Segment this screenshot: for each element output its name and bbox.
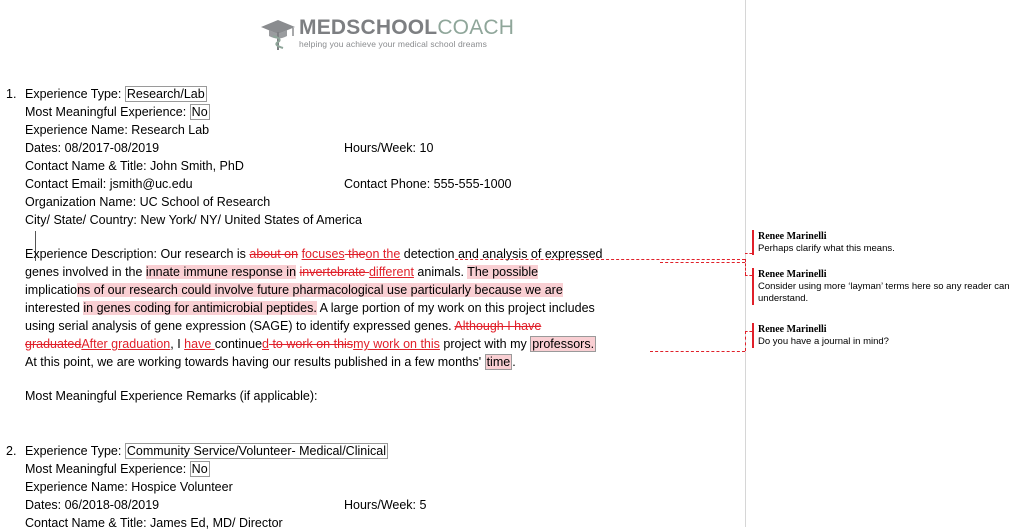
experience-type[interactable]: Experience Type: Research/Lab — [25, 87, 205, 101]
commented-text[interactable]: in genes coding for antimicrobial peptides. — [83, 301, 317, 315]
location[interactable]: City/ State/ Country: New York/ NY/ United States of America — [25, 213, 362, 227]
experience-name[interactable]: Experience Name: Research Lab — [25, 123, 210, 137]
comments-margin — [745, 0, 1024, 527]
field-value[interactable]: Community Service/Volunteer- Medical/Clinical — [126, 444, 386, 458]
hours-week[interactable]: Hours/Week: 10 — [344, 141, 434, 155]
contact-phone[interactable]: Contact Phone: 555-555-1000 — [344, 177, 512, 191]
logo-name-light: COACH — [437, 16, 515, 40]
comment-connector — [745, 253, 752, 254]
experience-type[interactable]: Experience Type: Community Service/Volunteer- Medical/Clinical — [25, 444, 386, 458]
comment-text: Do you have a journal in mind? — [758, 336, 889, 347]
deleted-text: Although I have — [454, 319, 542, 333]
graduation-cap-caduceus-icon — [259, 14, 297, 52]
field-value[interactable]: No — [191, 462, 208, 476]
inserted-text: focuses — [301, 247, 345, 261]
dates[interactable]: Dates: 08/2017-08/2019 — [25, 141, 160, 155]
logo-name-bold: MEDSCHOOL — [299, 16, 438, 40]
inserted-text: d — [262, 337, 269, 351]
description-line-7[interactable]: At this point, we are working towards having our results published in a few months' time . — [25, 355, 516, 369]
organization-name[interactable]: Organization Name: UC School of Research — [25, 195, 271, 209]
deleted-text: invertebrate — [299, 265, 369, 279]
dates[interactable]: Dates: 06/2018-08/2019 — [25, 498, 160, 512]
commented-text[interactable]: time — [486, 355, 511, 369]
deleted-text: to work on this — [268, 337, 354, 351]
entry-number: 1. — [6, 87, 17, 101]
comment-author: Renee Marinelli — [758, 324, 827, 335]
inserted-text: on the — [365, 247, 401, 261]
most-meaningful[interactable]: Most Meaningful Experience: No — [25, 105, 208, 119]
commented-text[interactable]: ns of our research could involve future pharmacological use particularly because we are — [77, 283, 563, 297]
deleted-text: the — [344, 247, 366, 261]
deleted-text: graduated — [25, 337, 82, 351]
comment-connector — [660, 262, 745, 263]
comment-balloon[interactable] — [752, 268, 1024, 305]
entry-number: 2. — [6, 444, 17, 458]
inserted-text: different — [368, 265, 414, 279]
medschoolcoach-logo — [259, 14, 514, 52]
description-line-2[interactable]: genes involved in the innate immune response in invertebrate different animals. The possible — [25, 265, 539, 279]
description-line-3[interactable]: implications of our research could involve future pharmacological use particularly because we are — [25, 283, 563, 297]
comment-text: Perhaps clarify what this means. — [758, 243, 895, 254]
comment-balloon[interactable] — [752, 230, 1024, 255]
commented-text[interactable]: innate immune response i — [145, 265, 290, 279]
contact-name[interactable]: Contact Name & Title: John Smith, PhD — [25, 159, 244, 173]
comment-connector — [455, 259, 745, 260]
comment-author: Renee Marinelli — [758, 231, 827, 242]
inserted-text: After graduation — [81, 337, 171, 351]
most-meaningful[interactable]: Most Meaningful Experience: No — [25, 462, 208, 476]
field-value[interactable]: No — [191, 105, 208, 119]
comment-connector — [745, 331, 752, 332]
inserted-text: my work on this — [353, 337, 440, 351]
field-value[interactable]: Research/Lab — [126, 87, 205, 101]
hours-week[interactable]: Hours/Week: 5 — [344, 498, 427, 512]
inserted-text: have — [184, 337, 215, 351]
comment-connector — [745, 331, 746, 351]
contact-name[interactable]: Contact Name & Title: James Ed, MD/ Director — [25, 516, 283, 530]
remarks-label[interactable]: Most Meaningful Experience Remarks (if applicable): — [25, 389, 318, 403]
experience-name[interactable]: Experience Name: Hospice Volunteer — [25, 480, 233, 494]
description-line-1[interactable]: Experience Description: Our research is about on focuses theon the detection and analysis of expressed — [25, 247, 603, 261]
comment-connector — [745, 259, 746, 275]
comment-balloon[interactable] — [752, 323, 1024, 348]
description-line-6[interactable]: graduatedAfter graduation, I have continued to work on thismy work on this project with my professors. — [25, 337, 595, 351]
commented-text[interactable]: The possible — [467, 265, 539, 279]
comment-text: Consider using more ‘layman’ terms here so any reader can understand. — [758, 281, 1010, 304]
description-line-4[interactable]: interested in genes coding for antimicrobial peptides. A large portion of my work on this project includes — [25, 301, 595, 315]
contact-email[interactable]: Contact Email: jsmith@uc.edu — [25, 177, 193, 191]
commented-text[interactable]: professors. — [532, 337, 595, 351]
comment-connector — [650, 351, 745, 352]
deleted-text: about on — [249, 247, 299, 261]
comment-connector — [745, 275, 752, 276]
logo-tagline: helping you achieve your medical school dreams — [299, 39, 487, 50]
description-line-5[interactable]: using serial analysis of gene expression (SAGE) to identify expressed genes. Although I have — [25, 319, 542, 333]
comment-author: Renee Marinelli — [758, 269, 827, 280]
